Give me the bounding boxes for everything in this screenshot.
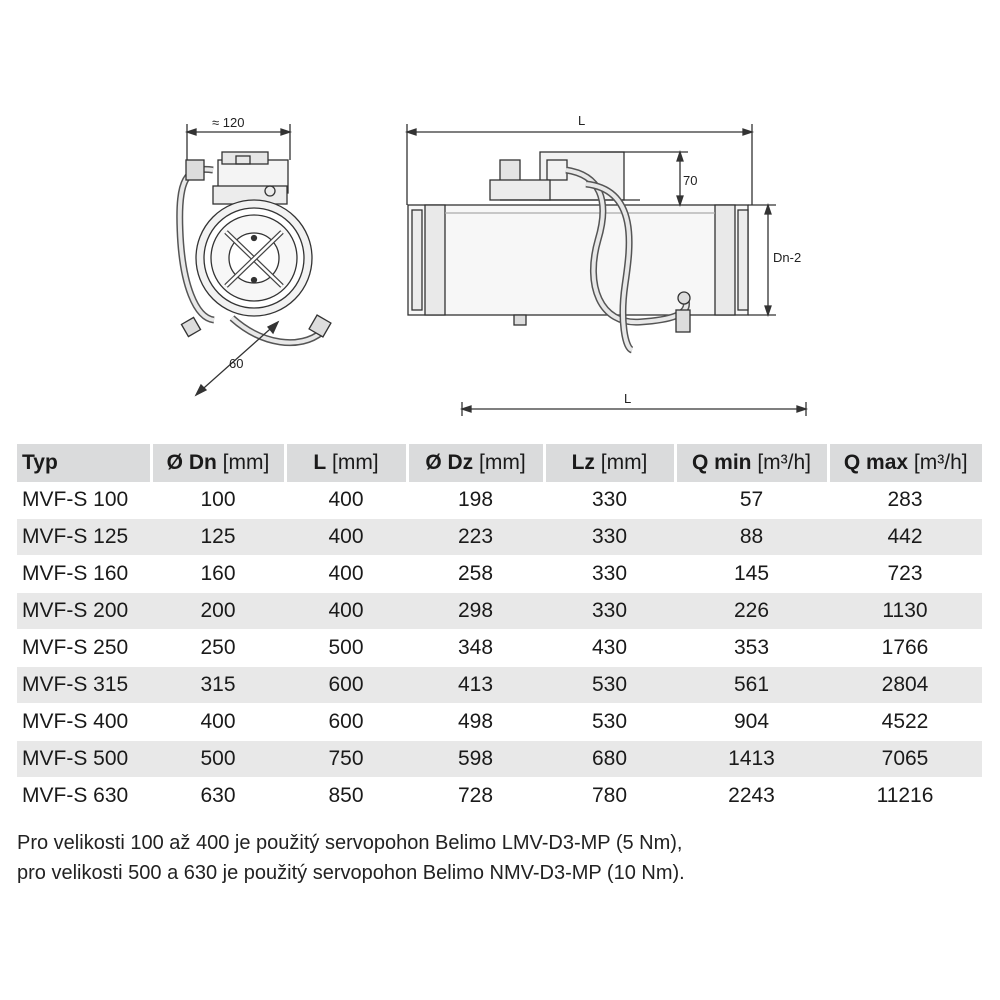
cell-qmin: 88 bbox=[675, 519, 828, 556]
col-header-qmax: Q max [m³/h] bbox=[828, 444, 982, 482]
cell-dz: 348 bbox=[407, 630, 544, 667]
side-view bbox=[407, 124, 806, 416]
cell-dz: 298 bbox=[407, 593, 544, 630]
cell-dn: 100 bbox=[151, 482, 285, 519]
cell-l: 750 bbox=[285, 741, 407, 778]
cell-l: 400 bbox=[285, 482, 407, 519]
cell-typ: MVF-S 250 bbox=[17, 630, 151, 667]
cell-lz: 330 bbox=[544, 482, 675, 519]
cell-dn: 125 bbox=[151, 519, 285, 556]
cell-typ: MVF-S 315 bbox=[17, 667, 151, 704]
cell-dn: 315 bbox=[151, 667, 285, 704]
side-length-label-bottom: L bbox=[624, 391, 632, 406]
cell-typ: MVF-S 500 bbox=[17, 741, 151, 778]
table-row bbox=[17, 482, 982, 519]
cell-qmax: 1766 bbox=[828, 630, 982, 667]
cell-typ: MVF-S 125 bbox=[17, 519, 151, 556]
cell-dz: 498 bbox=[407, 704, 544, 741]
cell-lz: 330 bbox=[544, 556, 675, 593]
cell-dz: 413 bbox=[407, 667, 544, 704]
cell-dz: 258 bbox=[407, 556, 544, 593]
cell-l: 400 bbox=[285, 556, 407, 593]
table-row bbox=[17, 741, 982, 778]
col-header-l: L [mm] bbox=[285, 444, 407, 482]
side-length-label-top: L bbox=[578, 113, 586, 128]
cell-qmin: 226 bbox=[675, 593, 828, 630]
table-row bbox=[17, 778, 982, 815]
cell-qmax: 1130 bbox=[828, 593, 982, 630]
cell-qmin: 1413 bbox=[675, 741, 828, 778]
cell-l: 600 bbox=[285, 704, 407, 741]
cell-qmax: 4522 bbox=[828, 704, 982, 741]
cell-qmin: 2243 bbox=[675, 778, 828, 815]
table-row bbox=[17, 667, 982, 704]
cell-lz: 430 bbox=[544, 630, 675, 667]
cell-typ: MVF-S 400 bbox=[17, 704, 151, 741]
cell-dn: 250 bbox=[151, 630, 285, 667]
table-row bbox=[17, 704, 982, 741]
cell-typ: MVF-S 630 bbox=[17, 778, 151, 815]
col-header-qmin: Q min [m³/h] bbox=[675, 444, 828, 482]
cell-qmin: 561 bbox=[675, 667, 828, 704]
cell-qmax: 2804 bbox=[828, 667, 982, 704]
col-header-dz: Ø Dz [mm] bbox=[407, 444, 544, 482]
cell-qmax: 11216 bbox=[828, 778, 982, 815]
col-header-dn: Ø Dn [mm] bbox=[151, 444, 285, 482]
cell-lz: 780 bbox=[544, 778, 675, 815]
technical-drawing bbox=[0, 0, 1000, 430]
cell-qmin: 57 bbox=[675, 482, 828, 519]
cell-lz: 680 bbox=[544, 741, 675, 778]
table-row bbox=[17, 630, 982, 667]
col-header-typ: Typ bbox=[17, 444, 151, 482]
side-height-label: 70 bbox=[683, 173, 698, 188]
cell-lz: 530 bbox=[544, 667, 675, 704]
cell-l: 400 bbox=[285, 593, 407, 630]
actuator-note-line-2: pro velikosti 500 a 630 je použitý servopohon Belimo NMV-D3-MP (10 Nm). bbox=[17, 862, 685, 884]
cell-qmax: 442 bbox=[828, 519, 982, 556]
cell-l: 850 bbox=[285, 778, 407, 815]
table-row bbox=[17, 556, 982, 593]
table-header-row bbox=[17, 444, 982, 482]
cell-l: 400 bbox=[285, 519, 407, 556]
actuator-note-line-1: Pro velikosti 100 až 400 je použitý servopohon Belimo LMV-D3-MP (5 Nm), bbox=[17, 832, 683, 854]
cell-dn: 160 bbox=[151, 556, 285, 593]
cell-dz: 198 bbox=[407, 482, 544, 519]
cell-typ: MVF-S 200 bbox=[17, 593, 151, 630]
cell-lz: 330 bbox=[544, 593, 675, 630]
cell-qmax: 723 bbox=[828, 556, 982, 593]
cell-typ: MVF-S 160 bbox=[17, 556, 151, 593]
front-view bbox=[180, 124, 331, 395]
cell-dz: 728 bbox=[407, 778, 544, 815]
cell-dz: 598 bbox=[407, 741, 544, 778]
table-row bbox=[17, 593, 982, 630]
cell-lz: 530 bbox=[544, 704, 675, 741]
cell-dz: 223 bbox=[407, 519, 544, 556]
cell-qmax: 283 bbox=[828, 482, 982, 519]
cell-qmin: 353 bbox=[675, 630, 828, 667]
front-offset-label: 60 bbox=[229, 356, 244, 371]
cell-dn: 500 bbox=[151, 741, 285, 778]
cell-dn: 200 bbox=[151, 593, 285, 630]
cell-dn: 630 bbox=[151, 778, 285, 815]
table-row bbox=[17, 519, 982, 556]
cell-l: 600 bbox=[285, 667, 407, 704]
cell-dn: 400 bbox=[151, 704, 285, 741]
cell-qmin: 145 bbox=[675, 556, 828, 593]
dimension-table bbox=[17, 444, 982, 814]
cell-lz: 330 bbox=[544, 519, 675, 556]
cell-qmin: 904 bbox=[675, 704, 828, 741]
col-header-lz: Lz [mm] bbox=[544, 444, 675, 482]
side-diameter-label: Dn-2 bbox=[773, 250, 802, 265]
cell-l: 500 bbox=[285, 630, 407, 667]
front-width-label: ≈ 120 bbox=[212, 115, 245, 130]
cell-qmax: 7065 bbox=[828, 741, 982, 778]
cell-typ: MVF-S 100 bbox=[17, 482, 151, 519]
